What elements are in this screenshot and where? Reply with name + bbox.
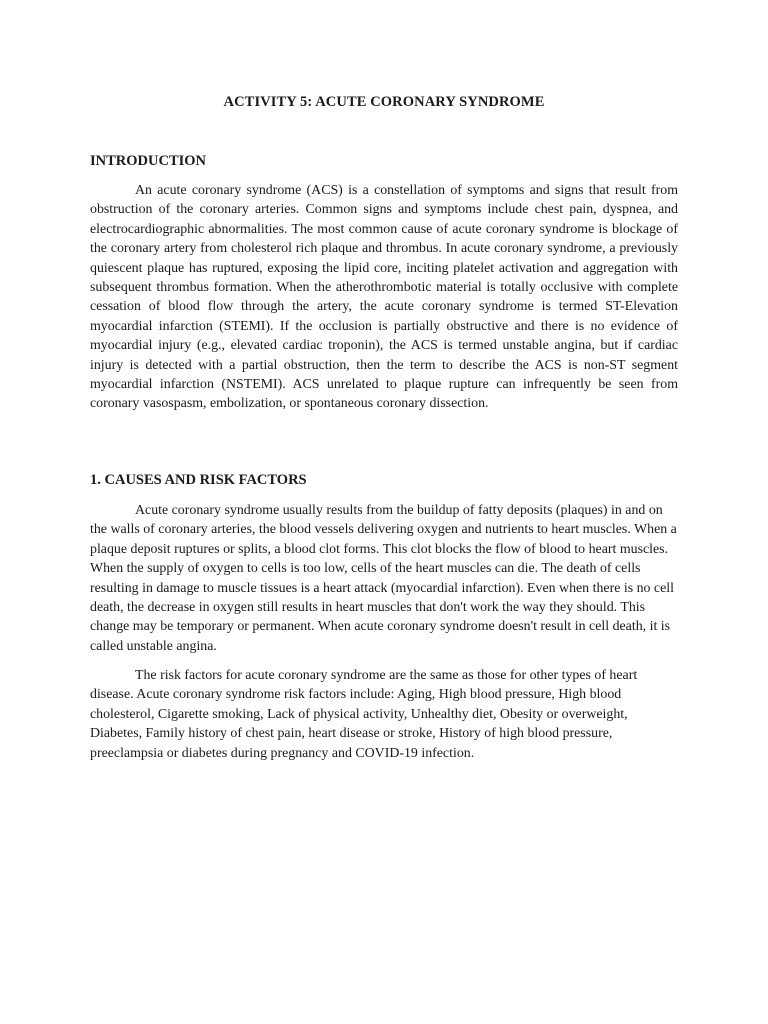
risk-factors-paragraph: The risk factors for acute coronary syndrome are the same as those for other types of heart disease. Acute coronary syndrome risk factors include: Aging, High blood pressure, High blood cholesterol, Cigarette smoking, Lack of physical activity, Unhealthy diet, Obesity or overweight, Diabetes, Family history of chest pain, heart disease or stroke, History of high blood pressure, preeclampsia or diabetes during pregnancy and COVID-19 infection. xyxy=(90,668,638,761)
causes-paragraph: Acute coronary syndrome usually results from the buildup of fatty deposits (plaques) in and on the walls of coronary arteries, the blood vessels delivering oxygen and nutrients to heart muscles. When a plaque deposit ruptures or splits, a blood clot forms. This clot blocks the flow of blood to heart muscles. When the supply of oxygen to cells is too low, cells of the heart muscles can die. The death of cells resulting in damage to muscle tissues is a heart attack (myocardial infarction). Even when there is no cell death, the decrease in oxygen still results in heart muscles that don't work the way they should. This change may be temporary or permanent. When acute coronary syndrome doesn't result in cell death, it is called unstable angina. xyxy=(90,503,677,654)
introduction-heading: INTRODUCTION xyxy=(90,153,207,169)
causes-heading: 1. CAUSES AND RISK FACTORS xyxy=(90,472,307,488)
introduction-paragraph: An acute coronary syndrome (ACS) is a constellation of symptoms and signs that result from obstruction of the coronary arteries. Common signs and symptoms include chest pain, dyspnea, and electrocardiographic abnormalities. The most common cause of acute coronary syndrome is blockage of the coronary artery from cholesterol rich plaque and thrombus. In acute coronary syndrome, a previously quiescent plaque has ruptured, exposing the lipid core, inciting platelet activation and aggregation with subsequent thrombus formation. When the atherothrombotic material is totally occlusive with complete cessation of blood flow through the artery, the acute coronary syndrome is termed ST-Elevation myocardial infarction (STEMI). If the occlusion is partially obstructive and there is no evidence of myocardial injury (e.g., elevated cardiac troponin), the ACS is termed unstable angina, but if cardiac injury is detected with a partial obstruction, then the term to describe the ACS is non-ST segment myocardial infarction (NSTEMI). ACS unrelated to plaque rupture can infrequently be seen from coronary vasospasm, embolization, or spontaneous coronary dissection. xyxy=(90,183,678,412)
page-title: ACTIVITY 5: ACUTE CORONARY SYNDROME xyxy=(223,94,545,110)
